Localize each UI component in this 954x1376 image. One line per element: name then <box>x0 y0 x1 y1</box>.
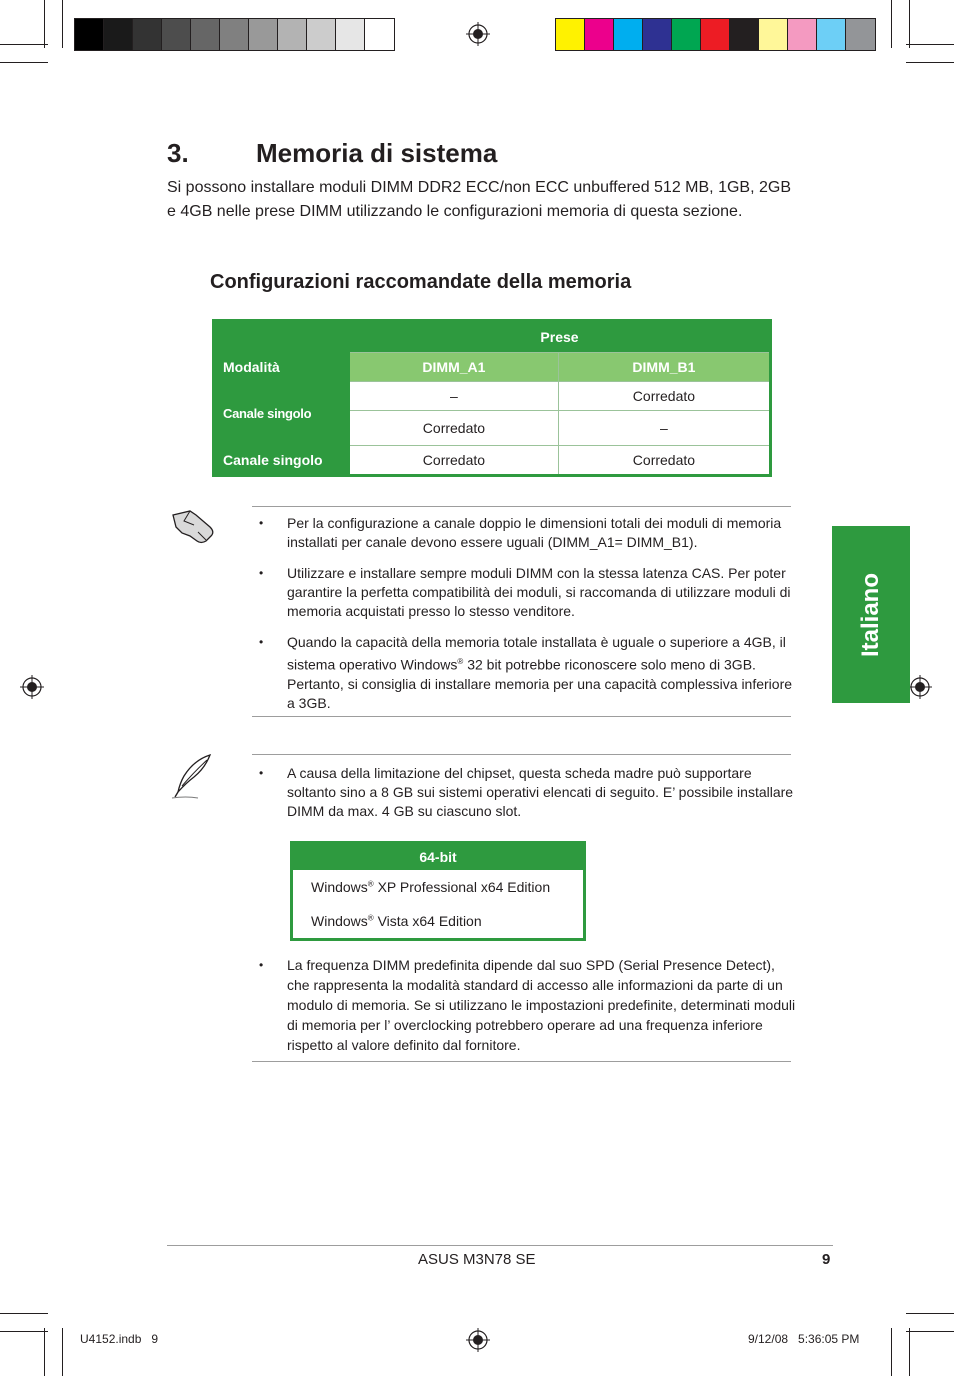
process-color-bar <box>555 18 876 51</box>
quill-pen-icon <box>168 752 216 800</box>
color-swatch <box>220 19 249 50</box>
table-cell: Corredato <box>350 411 559 446</box>
table-row <box>292 870 585 904</box>
list-item: • Per la configurazione a canale doppio le dimensioni totali dei moduli di memoria installati per canale devono essere uguali (DIMM_A1= DIMM_B1). <box>259 515 782 550</box>
table-cell: Windows® Vista x64 Edition <box>311 913 482 929</box>
color-swatch <box>643 19 672 50</box>
color-swatch <box>701 19 730 50</box>
intro-paragraph: Si possono installare moduli DIMM DDR2 ECC/non ECC unbuffered 512 MB, 1GB, 2GB e 4GB nelle prese DIMM utilizzando le configurazioni memoria di questa sezione. <box>167 179 791 220</box>
row-mode-label: Canale singolo <box>214 446 350 476</box>
table-cell: – <box>558 411 770 446</box>
color-swatch <box>191 19 220 50</box>
os-support-table <box>290 841 586 941</box>
table-group-header: Prese <box>350 321 771 353</box>
color-swatch <box>585 19 614 50</box>
info-note-list <box>252 764 797 821</box>
table-row <box>214 382 771 411</box>
table-cell: Corredato <box>558 382 770 411</box>
list-item: • Quando la capacità della memoria totale installata è uguale o superiore a 4GB, il sistema operativo Windows® 32 bit potrebbe riconoscere solo meno di 3GB. Pertanto, si consiglia di installare memoria per una capacità complessiva inferiore a 3GB. <box>259 634 793 711</box>
table-cell: Corredato <box>558 446 770 476</box>
color-swatch <box>672 19 701 50</box>
color-swatch <box>249 19 278 50</box>
list-item: • A causa della limitazione del chipset, questa scheda madre può supportare soltanto sino a 8 GB sui sistemi operativi elencati di seguito. E’ possibile installare DIMM da max. 4 GB su ciascuno slot. <box>259 765 794 819</box>
color-swatch <box>307 19 336 50</box>
slug-file-info: U4152.indb 9 <box>80 1332 159 1346</box>
grayscale-color-bar <box>74 18 395 51</box>
slug-timestamp: 9/12/08 5:36:05 PM <box>748 1332 860 1346</box>
list-item: • Utilizzare e installare sempre moduli DIMM con la stessa latenza CAS. Per poter garantire la perfetta compatibilità dei moduli, si raccomanda di utilizzare moduli di memoria acquistati presso lo stesso venditore. <box>259 565 791 619</box>
color-swatch <box>759 19 788 50</box>
list-item: • La frequenza DIMM predefinita dipende dal suo SPD (Serial Presence Detect), che rappresenta la modalità standard di accesso alle informazioni da parte di un modulo di memoria. Se si utilizzano le impostazioni predefinite, determinati moduli di memoria per l’ overclocking potrebbero operare ad una frequenza inferiore rispetto al valore definito dal fornitore. <box>259 957 796 1053</box>
divider <box>252 506 791 507</box>
mode-column-header: Modalità <box>214 353 350 382</box>
caution-note-list <box>252 514 797 713</box>
footer-rule <box>167 1245 833 1246</box>
color-swatch <box>817 19 846 50</box>
color-swatch <box>104 19 133 50</box>
registration-mark-icon <box>466 1328 490 1352</box>
table-cell: Corredato <box>350 446 559 476</box>
color-swatch <box>730 19 759 50</box>
divider <box>252 716 791 717</box>
registration-mark-icon <box>466 22 490 46</box>
table-row <box>292 904 585 940</box>
divider <box>252 754 791 755</box>
column-header-dimm-b1: DIMM_B1 <box>558 353 770 382</box>
registration-mark-icon <box>20 675 44 699</box>
language-side-tab <box>832 526 910 703</box>
table-cell: Windows® XP Professional x64 Edition <box>311 879 551 895</box>
registration-mark-icon <box>908 675 932 699</box>
page-number: 9 <box>822 1251 831 1268</box>
footer-product-name: ASUS M3N78 SE <box>418 1251 536 1268</box>
section-title: Memoria di sistema <box>256 138 498 168</box>
table-cell: – <box>350 382 559 411</box>
info-note-list-2 <box>252 955 797 1055</box>
color-swatch <box>614 19 643 50</box>
color-swatch <box>336 19 365 50</box>
section-number: 3. <box>167 138 189 168</box>
color-swatch <box>556 19 585 50</box>
table-row <box>214 446 771 476</box>
subsection-title: Configurazioni raccomandate della memoria <box>210 271 632 293</box>
color-swatch <box>75 19 104 50</box>
os-table-header: 64-bit <box>292 843 585 871</box>
divider <box>252 1061 791 1062</box>
color-swatch <box>162 19 191 50</box>
color-swatch <box>278 19 307 50</box>
color-swatch <box>133 19 162 50</box>
language-side-tab-label: Italiano <box>857 572 884 657</box>
color-swatch <box>365 19 394 50</box>
color-swatch <box>788 19 817 50</box>
color-swatch <box>846 19 875 50</box>
pointing-hand-icon <box>170 505 218 545</box>
row-mode-label: Canale singolo <box>214 382 350 446</box>
column-header-dimm-a1: DIMM_A1 <box>350 353 559 382</box>
memory-configuration-table <box>212 319 772 477</box>
